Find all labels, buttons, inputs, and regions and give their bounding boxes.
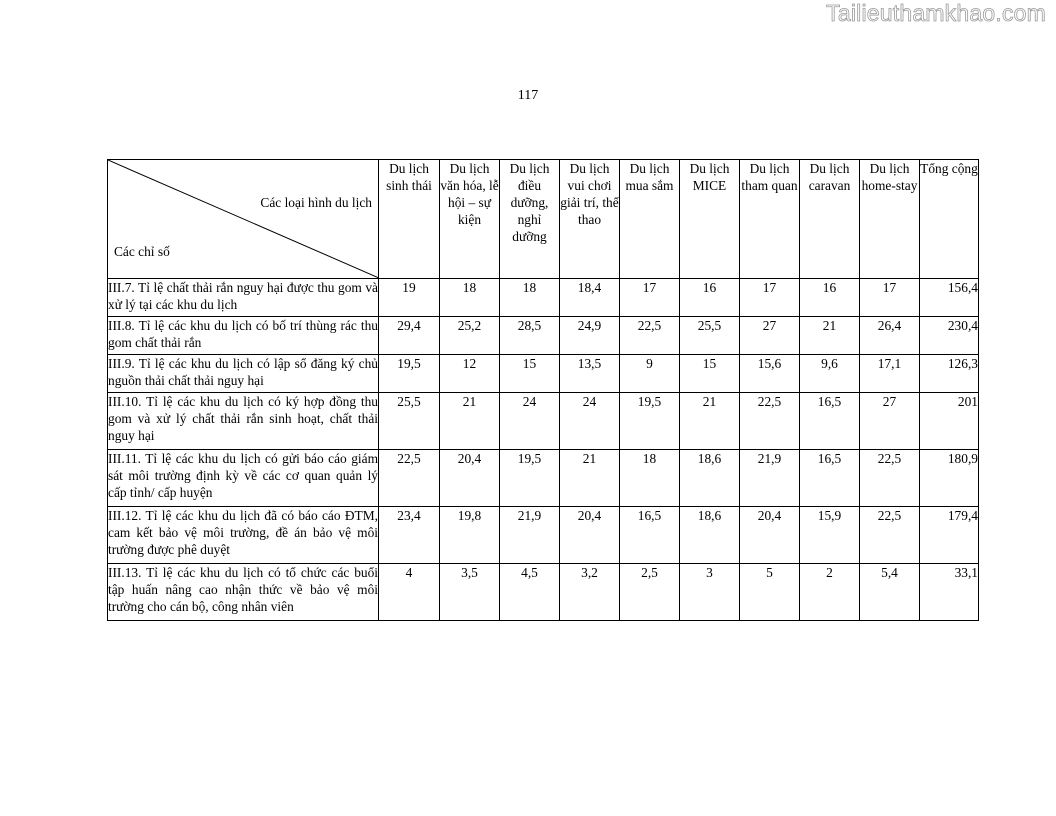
table-cell: 18 (500, 279, 560, 317)
table-row (108, 355, 979, 393)
total-cell: 230,4 (920, 317, 979, 355)
table-cell: 19 (379, 279, 440, 317)
table-cell: 20,4 (440, 450, 500, 507)
table-cell: 21 (800, 317, 860, 355)
indicator-table (107, 159, 979, 621)
row-label: III.11. Tỉ lệ các khu du lịch có gửi báo cáo giám sát môi trường định kỳ về các cơ quan quản lý cấp tỉnh/ cấp huyện (108, 450, 379, 507)
total-column-header: Tổng cộng (920, 160, 979, 279)
table-row (108, 279, 979, 317)
row-label: III.9. Tỉ lệ các khu du lịch có lập sổ đăng ký chủ nguồn thải chất thải nguy hại (108, 355, 379, 393)
table-cell: 21 (560, 450, 620, 507)
table-cell: 19,5 (620, 393, 680, 450)
table-cell: 2,5 (620, 564, 680, 621)
table-cell: 3,5 (440, 564, 500, 621)
table-cell: 22,5 (620, 317, 680, 355)
table-cell: 15 (680, 355, 740, 393)
table-cell: 17 (860, 279, 920, 317)
table-cell: 17 (620, 279, 680, 317)
corner-label-indicators: Các chỉ số (114, 244, 170, 259)
table-cell: 21 (440, 393, 500, 450)
table-cell: 22,5 (740, 393, 800, 450)
table-cell: 5 (740, 564, 800, 621)
table-row (108, 450, 979, 507)
table-cell: 9 (620, 355, 680, 393)
table-cell: 16 (800, 279, 860, 317)
total-cell: 201 (920, 393, 979, 450)
total-cell: 33,1 (920, 564, 979, 621)
table-cell: 15,6 (740, 355, 800, 393)
table-cell: 12 (440, 355, 500, 393)
table-cell: 21,9 (740, 450, 800, 507)
total-cell: 156,4 (920, 279, 979, 317)
watermark: Tailieuthamkhao.com (826, 0, 1046, 26)
table-cell: 25,5 (379, 393, 440, 450)
table-cell: 20,4 (560, 507, 620, 564)
table-cell: 18 (440, 279, 500, 317)
table-cell: 4,5 (500, 564, 560, 621)
table-cell: 4 (379, 564, 440, 621)
table-cell: 27 (860, 393, 920, 450)
column-header: Du lịch vui chơi giải trí, thể thao (560, 160, 620, 279)
table-cell: 26,4 (860, 317, 920, 355)
corner-header-cell (108, 160, 379, 279)
table-row (108, 393, 979, 450)
table-cell: 25,2 (440, 317, 500, 355)
table-cell: 18 (620, 450, 680, 507)
row-label: III.13. Tỉ lệ các khu du lịch có tổ chức các buổi tập huấn nâng cao nhận thức về bảo vệ môi trường cho cán bộ, công nhân viên (108, 564, 379, 621)
table-cell: 19,5 (379, 355, 440, 393)
table-cell: 28,5 (500, 317, 560, 355)
table-cell: 2 (800, 564, 860, 621)
column-header: Du lịch sinh thái (379, 160, 440, 279)
table-cell: 15 (500, 355, 560, 393)
row-label: III.8. Tỉ lệ các khu du lịch có bố trí thùng rác thu gom chất thải rắn (108, 317, 379, 355)
table-cell: 19,5 (500, 450, 560, 507)
table-cell: 20,4 (740, 507, 800, 564)
table-cell: 16 (680, 279, 740, 317)
column-header: Du lịch tham quan (740, 160, 800, 279)
column-header: Du lịch home-stay (860, 160, 920, 279)
column-header: Du lịch điều dưỡng, nghỉ dưỡng (500, 160, 560, 279)
table-cell: 24 (500, 393, 560, 450)
total-cell: 179,4 (920, 507, 979, 564)
table-header-row (108, 160, 979, 279)
table-cell: 19,8 (440, 507, 500, 564)
column-header: Du lịch MICE (680, 160, 740, 279)
table-cell: 27 (740, 317, 800, 355)
table-cell: 23,4 (379, 507, 440, 564)
table-cell: 22,5 (860, 507, 920, 564)
table-cell: 3 (680, 564, 740, 621)
table-cell: 21,9 (500, 507, 560, 564)
table-cell: 21 (680, 393, 740, 450)
table-cell: 22,5 (860, 450, 920, 507)
table-row (108, 507, 979, 564)
row-label: III.12. Tỉ lệ các khu du lịch đã có báo cáo ĐTM, cam kết bảo vệ môi trường, đề án bảo vệ môi trường được phê duyệt (108, 507, 379, 564)
table-cell: 13,5 (560, 355, 620, 393)
table-cell: 17,1 (860, 355, 920, 393)
table-cell: 17 (740, 279, 800, 317)
table-cell: 25,5 (680, 317, 740, 355)
total-cell: 180,9 (920, 450, 979, 507)
row-label: III.7. Tỉ lệ chất thải rắn nguy hại được thu gom và xử lý tại các khu du lịch (108, 279, 379, 317)
diagonal-divider (108, 160, 379, 278)
column-header: Du lịch mua sắm (620, 160, 680, 279)
table-cell: 22,5 (379, 450, 440, 507)
table-cell: 16,5 (800, 450, 860, 507)
table-cell: 24 (560, 393, 620, 450)
total-cell: 126,3 (920, 355, 979, 393)
table-cell: 9,6 (800, 355, 860, 393)
row-label: III.10. Tỉ lệ các khu du lịch có ký hợp đồng thu gom và xử lý chất thải rắn sinh hoạt, chất thải nguy hại (108, 393, 379, 450)
table-cell: 18,4 (560, 279, 620, 317)
page-number: 117 (517, 88, 539, 103)
table-row (108, 317, 979, 355)
table-row (108, 564, 979, 621)
corner-label-types: Các loại hình du lịch (260, 195, 372, 210)
table-cell: 16,5 (800, 393, 860, 450)
column-header: Du lịch văn hóa, lễ hội – sự kiện (440, 160, 500, 279)
table-cell: 15,9 (800, 507, 860, 564)
table-cell: 18,6 (680, 450, 740, 507)
table-cell: 18,6 (680, 507, 740, 564)
table-cell: 24,9 (560, 317, 620, 355)
table-cell: 5,4 (860, 564, 920, 621)
table-cell: 3,2 (560, 564, 620, 621)
table-cell: 16,5 (620, 507, 680, 564)
table-cell: 29,4 (379, 317, 440, 355)
column-header: Du lịch caravan (800, 160, 860, 279)
